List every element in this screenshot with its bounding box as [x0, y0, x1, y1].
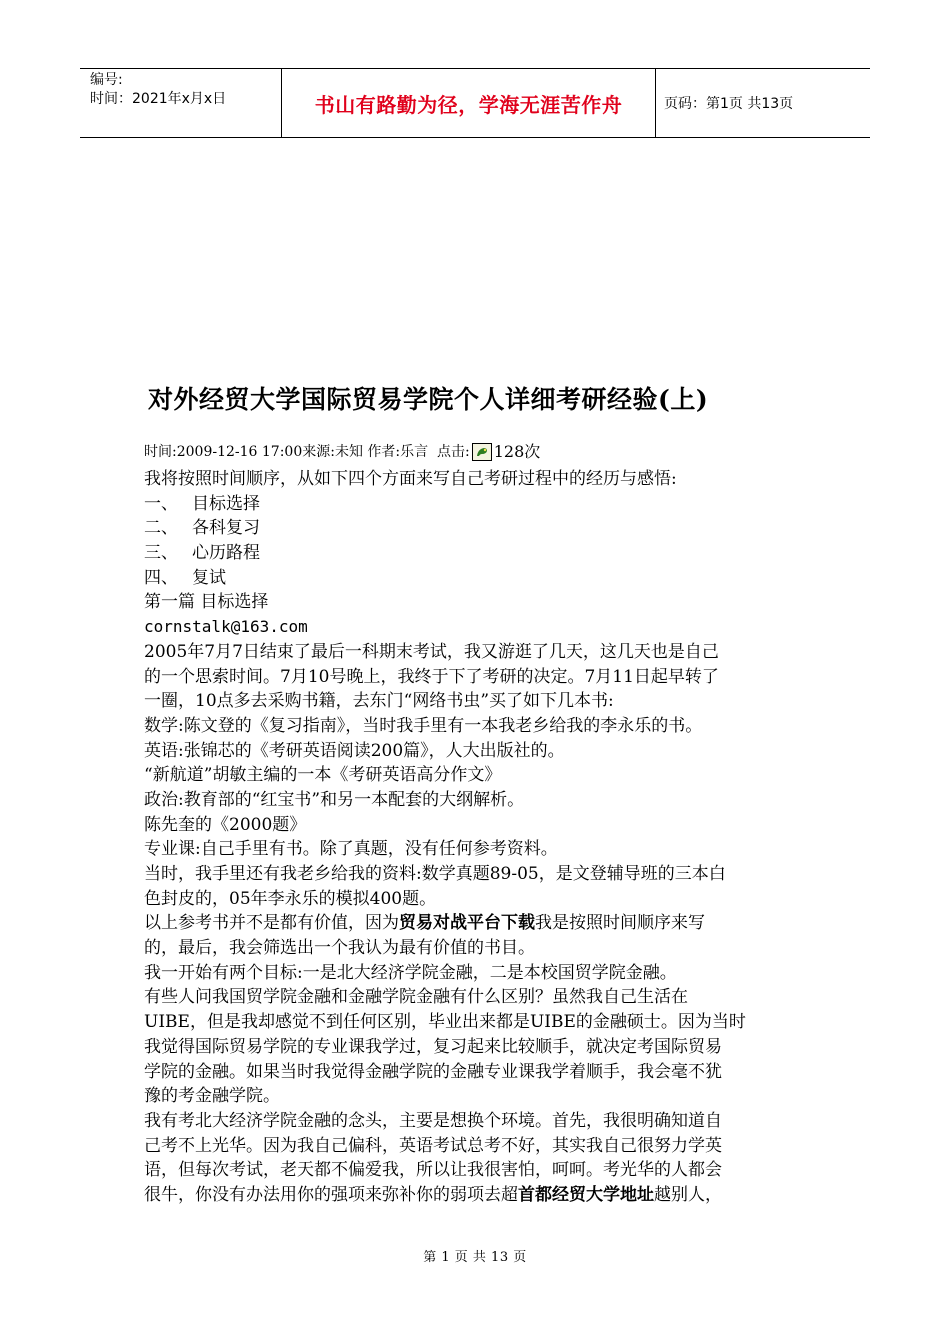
header-left-cell — [80, 69, 281, 137]
text-line: 很牛，你没有办法用你的强项来弥补你的弱项去超首都经贸大学地址越别人， — [144, 1184, 722, 1205]
list-item: 四、 复试 — [144, 567, 226, 588]
text-line: 一圈，10点多去采购书籍，去东门“网络书虫”买了如下几本书: — [144, 691, 614, 712]
list-item: 一、 目标选择 — [144, 493, 260, 514]
meta-time: 时间:2009-12-16 17:00 — [144, 444, 303, 460]
book-line: 英语:张锦芯的《考研英语阅读200篇》，人大出版社的。 — [144, 740, 565, 761]
text-line: 的，最后，我会筛选出一个我认为最有价值的书目。 — [144, 938, 535, 959]
text-line: 语，但每次考试，老天都不偏爱我，所以让我很害怕，呵呵。考光华的人都会 — [144, 1160, 722, 1181]
meta-clicks-label: 点击: — [437, 444, 470, 460]
meta-source: 来源:未知 — [302, 444, 363, 460]
bold-link-text: 贸易对战平台下载 — [399, 913, 535, 934]
time-label: 时间：2021年x月x日 — [90, 91, 227, 107]
text-line: UIBE，但是我却感觉不到任何区别，毕业出来都是UIBE的金融硕士。因为当时 — [144, 1012, 746, 1033]
text-line: 我觉得国际贸易学院的专业课我学过，复习起来比较顺手，就决定考国际贸易 — [144, 1036, 722, 1057]
text-line: 豫的考金融学院。 — [144, 1086, 280, 1107]
book-line: 政治:教育部的“红宝书”和另一本配套的大纲解析。 — [144, 789, 525, 810]
text-line: 的一个思索时间。7月10号晚上，我终于下了考研的决定。7月11日起早转了 — [144, 666, 719, 687]
clicks-icon — [472, 443, 492, 461]
intro-line: 我将按照时间顺序，从如下四个方面来写自己考研过程中的经历与感悟: — [144, 469, 677, 489]
article-meta — [144, 440, 540, 464]
article-body — [144, 467, 804, 1208]
text-line: 以上参考书并不是都有价值，因为贸易对战平台下载我是按照时间顺序来写 — [144, 913, 705, 934]
text-line: 己考不上光华。因为我自己偏科，英语考试总考不好，其实我自己很努力学英 — [144, 1135, 722, 1156]
book-line: “新航道”胡敏主编的一本《考研英语高分作文》 — [144, 765, 502, 786]
book-line: 数学:陈文登的《复习指南》，当时我手里有一本我老乡给我的李永乐的书。 — [144, 715, 703, 736]
meta-clicks-count: 128次 — [493, 442, 541, 461]
book-line: 陈先奎的《2000题》 — [144, 814, 307, 835]
page-info: 页码：第1页 共13页 — [664, 96, 794, 112]
text-line: 我一开始有两个目标:一是北大经济学院金融，二是本校国贸学院金融。 — [144, 962, 677, 983]
text-line: 当时，我手里还有我老乡给我的资料:数学真题89-05，是文登辅导班的三本白 — [144, 864, 726, 884]
list-item: 二、 各科复习 — [144, 518, 260, 539]
motto: 书山有路勤为径，学海无涯苦作舟 — [281, 69, 656, 137]
header-table — [80, 68, 870, 138]
list-item: 三、 心历路程 — [144, 543, 260, 564]
meta-author: 作者:乐言 — [367, 444, 429, 460]
book-line: 专业课:自己手里有书。除了真题，没有任何参考资料。 — [144, 839, 558, 860]
text-line: 色封皮的，05年李永乐的模拟400题。 — [144, 888, 437, 909]
text-line: 学院的金融。如果当时我觉得金融学院的金融专业课我学着顺手，我会毫不犹 — [144, 1061, 722, 1082]
text-line: 有些人问我国贸学院金融和金融学院金融有什么区别？虽然我自己生活在 — [144, 987, 688, 1008]
email-text: cornstalk@163.com — [144, 617, 308, 637]
part-title: 第一篇 目标选择 — [144, 592, 269, 613]
bold-link-text: 首都经贸大学地址 — [518, 1184, 654, 1205]
number-label: 编号: — [90, 72, 123, 88]
text-line: 2005年7月7日结束了最后一科期末考试，我又游逛了几天，这几天也是自己 — [144, 641, 719, 662]
page-footer: 第 1 页 共 13 页 — [423, 1250, 527, 1265]
text-line: 我有考北大经济学院金融的念头，主要是想换个环境。首先，我很明确知道自 — [144, 1110, 722, 1131]
document-title: 对外经贸大学国际贸易学院个人详细考研经验(上) — [148, 385, 709, 414]
